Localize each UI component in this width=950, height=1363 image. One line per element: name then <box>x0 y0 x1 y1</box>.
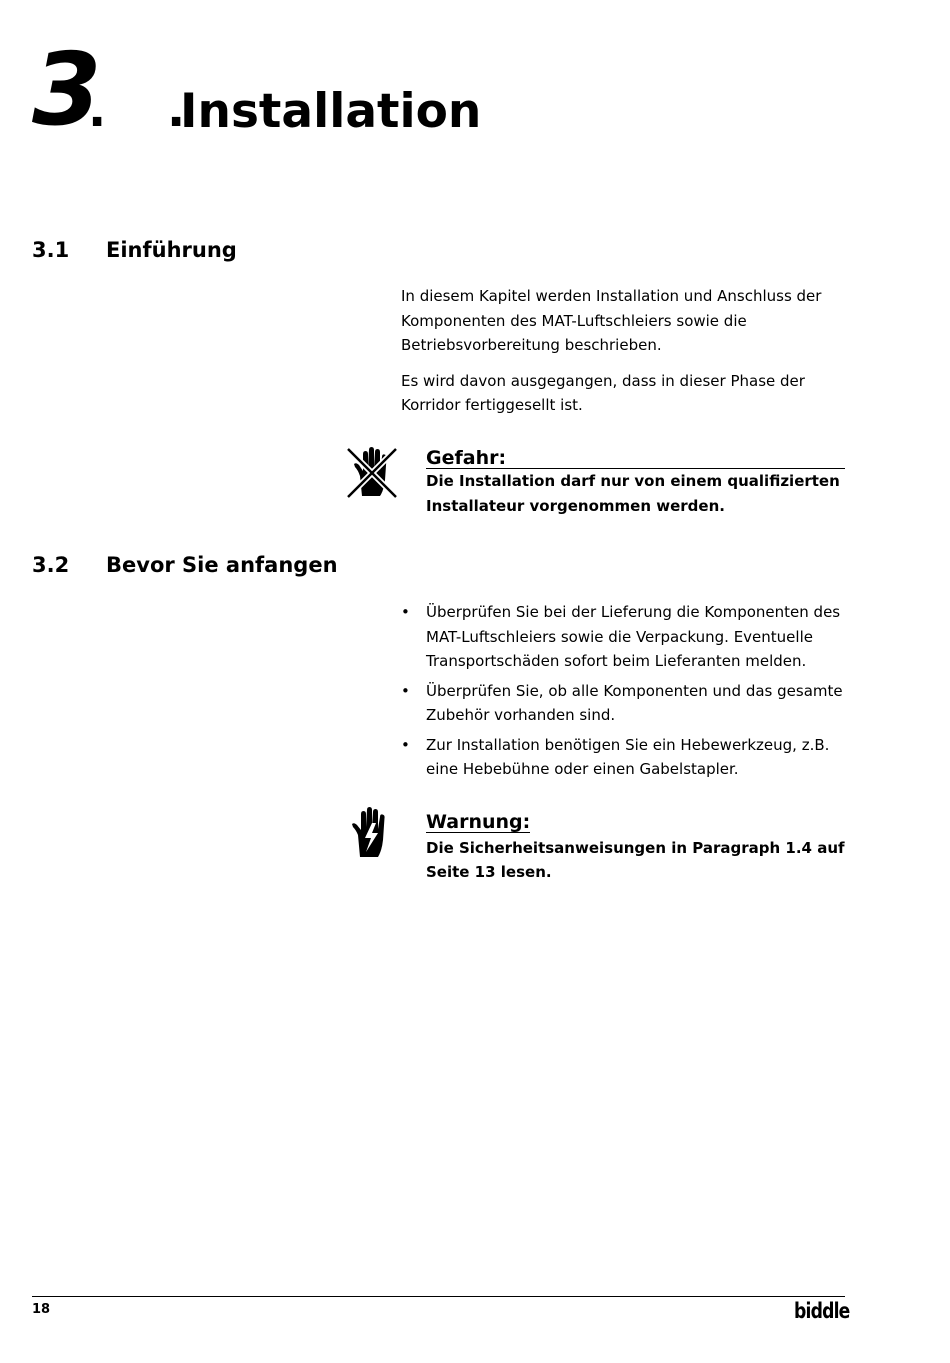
danger-notice <box>426 448 845 518</box>
list-item: • Überprüfen Sie bei der Lieferung die Komponenten des MAT-Luftschleiers sowie die Verpackung. Eventuelle Transportschäden sofort beim Lieferanten melden. <box>401 600 846 674</box>
checklist <box>401 600 846 787</box>
chapter-title: Installation <box>180 84 482 139</box>
notice-text: Die Installation darf nur von einem qualifizierten Installateur vorgenommen werden. <box>426 472 840 515</box>
list-item: • Zur Installation benötigen Sie ein Hebewerkzeug, z.B. eine Hebebühne oder einen Gabelstapler. <box>401 733 846 782</box>
electric-hazard-hand-icon <box>345 805 399 859</box>
section-heading-before-start <box>32 555 338 576</box>
bullet-symbol: • <box>401 603 410 621</box>
section-number: 3.1 <box>32 238 70 262</box>
footer-divider <box>32 1296 845 1297</box>
warning-notice <box>426 811 845 885</box>
section-heading-introduction <box>32 240 237 261</box>
introduction-text <box>401 284 846 429</box>
no-touch-hand-icon <box>345 446 399 500</box>
section-number: 3.2 <box>32 553 70 577</box>
section-title: Bevor Sie anfangen <box>106 553 338 577</box>
notice-text: Die Sicherheitsanweisungen in Paragraph 1.4 auf Seite 13 lesen. <box>426 838 845 881</box>
paragraph: Es wird davon ausgegangen, dass in dieser Phase der Korridor fertiggesellt ist. <box>401 371 805 414</box>
bullet-symbol: • <box>401 735 410 754</box>
bullet-symbol: • <box>401 681 410 700</box>
chapter-number: 3 <box>32 31 102 148</box>
notice-title: Gefahr: <box>426 448 845 469</box>
chapter-dots: . . <box>88 82 208 138</box>
bullet-list <box>401 600 846 782</box>
section-title: Einführung <box>106 238 237 262</box>
notice-title: Warnung: <box>426 811 531 833</box>
page-number: 18 <box>32 1302 51 1317</box>
paragraph: In diesem Kapitel werden Installation und Anschluss der Komponenten des MAT-Luftschleiers sowie die Betriebsvorbereitung beschrieben. <box>401 287 822 354</box>
list-item: • Überprüfen Sie, ob alle Komponenten und das gesamte Zubehör vorhanden sind. <box>401 679 846 728</box>
brand-logo: biddle <box>794 1299 850 1323</box>
